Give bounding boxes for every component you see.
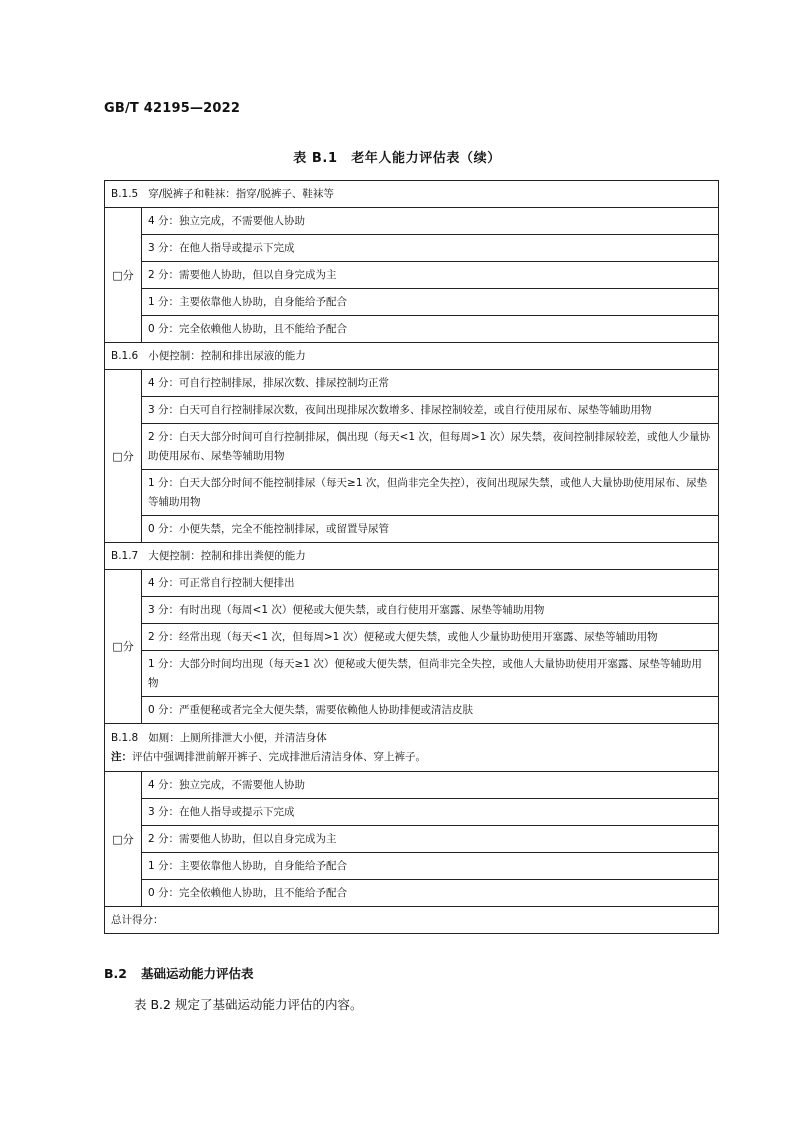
option-text: 4 分：可自行控制排尿，排尿次数、排尿控制均正常: [142, 370, 719, 397]
option-row: [105, 262, 719, 289]
option-text: 0 分：完全依赖他人协助，且不能给予配合: [142, 880, 719, 907]
option-row: [105, 397, 719, 424]
section-heading-cell: [105, 724, 719, 772]
section-code: B.1.7: [111, 549, 139, 562]
section-heading-text: 小便控制：控制和排出尿液的能力: [148, 349, 306, 362]
option-row: [105, 772, 719, 799]
option-row: [105, 470, 719, 516]
option-text: 0 分：严重便秘或者完全大便失禁，需要依赖他人协助排便或清洁皮肤: [142, 697, 719, 724]
note-text: 评估中强调排泄前解开裤子、完成排泄后清洁身体、穿上裤子。: [132, 750, 426, 763]
option-text: 4 分：可正常自行控制大便排出: [142, 570, 719, 597]
option-text: 3 分：在他人指导或提示下完成: [142, 235, 719, 262]
section-heading-row: [105, 724, 719, 772]
section-b2-body: 表 B.2 规定了基础运动能力评估的内容。: [134, 997, 363, 1012]
option-row: [105, 424, 719, 470]
standard-code-header: GB/T 42195—2022: [104, 101, 241, 116]
section-b2-title: 基础运动能力评估表: [140, 966, 254, 981]
option-text: 0 分：完全依赖他人协助，且不能给予配合: [142, 316, 719, 343]
option-row: [105, 697, 719, 724]
total-score-field[interactable]: 总计得分：: [105, 907, 719, 934]
option-text: 1 分：主要依靠他人协助，自身能给予配合: [142, 289, 719, 316]
option-row: [105, 597, 719, 624]
section-note: [111, 748, 712, 767]
option-row: [105, 853, 719, 880]
option-row: [105, 880, 719, 907]
score-box[interactable]: □分: [105, 772, 142, 907]
option-text: 4 分：独立完成，不需要他人协助: [142, 208, 719, 235]
option-text: 2 分：白天大部分时间可自行控制排尿，偶出现（每天<1 次，但每周>1 次）尿失禁，夜间控制排尿较差，或他人少量协助使用尿布、尿垫等辅助用物: [142, 424, 719, 470]
option-text: 4 分：独立完成，不需要他人协助: [142, 772, 719, 799]
section-heading-cell: [105, 181, 719, 208]
option-row: [105, 235, 719, 262]
section-b2-heading: [104, 964, 254, 982]
total-row: [105, 907, 719, 934]
option-row: [105, 316, 719, 343]
option-text: 2 分：经常出现（每天<1 次，但每周>1 次）便秘或大便失禁，或他人少量协助使用开塞露、尿垫等辅助用物: [142, 624, 719, 651]
note-label: 注：: [111, 750, 132, 763]
section-code: B.1.8: [111, 731, 139, 744]
score-box[interactable]: □分: [105, 208, 142, 343]
option-row: [105, 208, 719, 235]
option-text: 1 分：主要依靠他人协助，自身能给予配合: [142, 853, 719, 880]
option-text: 1 分：白天大部分时间不能控制排尿（每天≥1 次，但尚非完全失控），夜间出现尿失禁，或他人大量协助使用尿布、尿垫等辅助用物: [142, 470, 719, 516]
option-row: [105, 651, 719, 697]
section-heading-text: 如厕：上厕所排泄大小便，并清洁身体: [148, 731, 327, 744]
section-code: B.1.6: [111, 349, 139, 362]
section-heading-text: 大便控制：控制和排出粪便的能力: [148, 549, 306, 562]
section-heading-row: [105, 343, 719, 370]
option-text: 3 分：在他人指导或提示下完成: [142, 799, 719, 826]
section-b2-number: B.2: [104, 966, 127, 981]
option-row: [105, 516, 719, 543]
option-text: 3 分：白天可自行控制排尿次数，夜间出现排尿次数增多、排尿控制较差，或自行使用尿布、尿垫等辅助用物: [142, 397, 719, 424]
option-text: 2 分：需要他人协助，但以自身完成为主: [142, 826, 719, 853]
option-text: 3 分：有时出现（每周<1 次）便秘或大便失禁，或自行使用开塞露、尿垫等辅助用物: [142, 597, 719, 624]
option-row: [105, 826, 719, 853]
option-text: 2 分：需要他人协助，但以自身完成为主: [142, 262, 719, 289]
table-title: 表 B.1 老年人能力评估表（续）: [293, 151, 501, 166]
option-text: 1 分：大部分时间均出现（每天≥1 次）便秘或大便失禁，但尚非完全失控，或他人大量协助使用开塞露、尿垫等辅助用物: [142, 651, 719, 697]
score-box[interactable]: □分: [105, 370, 142, 543]
section-heading-text: 穿/脱裤子和鞋袜：指穿/脱裤子、鞋袜等: [148, 187, 334, 200]
option-row: [105, 370, 719, 397]
option-row: [105, 624, 719, 651]
section-heading-row: [105, 181, 719, 208]
section-heading-row: [105, 543, 719, 570]
option-row: [105, 570, 719, 597]
assessment-table: [104, 180, 719, 934]
option-row: [105, 799, 719, 826]
option-text: 0 分：小便失禁，完全不能控制排尿，或留置导尿管: [142, 516, 719, 543]
section-heading-cell: [105, 343, 719, 370]
option-row: [105, 289, 719, 316]
section-heading-cell: [105, 543, 719, 570]
score-box[interactable]: □分: [105, 570, 142, 724]
section-code: B.1.5: [111, 187, 139, 200]
